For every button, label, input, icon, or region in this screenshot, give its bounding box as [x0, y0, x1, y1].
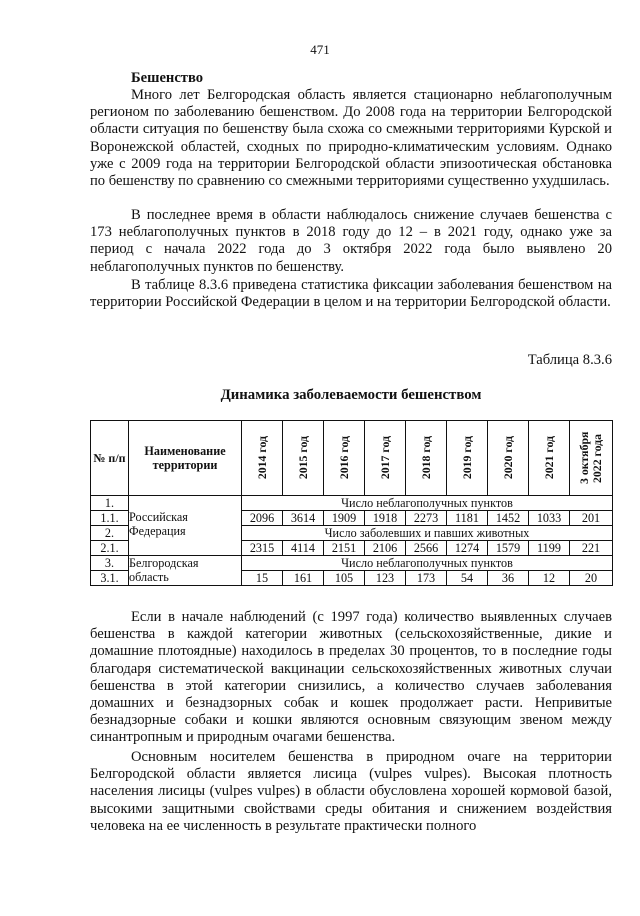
- cell-value: 1199: [529, 541, 570, 556]
- cell-value: 1274: [447, 541, 488, 556]
- cell-value: 2315: [242, 541, 283, 556]
- cell-value: 1918: [365, 511, 406, 526]
- intro-paragraph-3: В таблице 8.3.6 приведена статистика фиксации заболевания бешенством на территории Российской Федерации в целом и на территории Белгородской области.: [90, 277, 612, 311]
- header-year-2014: 2014 год: [242, 421, 283, 496]
- header-num: № п/п: [91, 421, 129, 496]
- table-row: [91, 556, 613, 571]
- header-year-2016: 2016 год: [324, 421, 365, 496]
- header-year-2015: 2015 год: [283, 421, 324, 496]
- cell-value: 161: [283, 571, 324, 586]
- cell-value: 2106: [365, 541, 406, 556]
- cell-value: 2566: [406, 541, 447, 556]
- intro-paragraph-2: В последнее время в области наблюдалось снижение случаев бешенства с 173 неблагополучных пунктов в 2018 году до 12 – в 2021 году, однако уже за период с начала 2022 года до 3 октября 2022 года было выявлено 20 неблагополучных пунктов по бешенству.: [90, 207, 612, 275]
- cell-value: 1033: [529, 511, 570, 526]
- row-num: 1.1.: [91, 511, 129, 526]
- header-year-2018: 2018 год: [406, 421, 447, 496]
- cell-value: 1909: [324, 511, 365, 526]
- cell-value: 105: [324, 571, 365, 586]
- cell-value: 123: [365, 571, 406, 586]
- rabies-statistics-table: [90, 420, 613, 586]
- cell-value: 15: [242, 571, 283, 586]
- territory-belgorod: Белгородская область: [129, 556, 242, 586]
- row-num: 1.: [91, 496, 129, 511]
- header-year-2017: 2017 год: [365, 421, 406, 496]
- header-year-2020: 2020 год: [488, 421, 529, 496]
- table-title: Динамика заболеваемости бешенством: [220, 387, 482, 403]
- section-title: Бешенство: [131, 70, 204, 86]
- cell-value: 2096: [242, 511, 283, 526]
- cell-value: 2273: [406, 511, 447, 526]
- header-year-2021: 2021 год: [529, 421, 570, 496]
- table-caption: Таблица 8.3.6: [527, 352, 612, 368]
- outro-paragraph-2: Основным носителем бешенства в природном очаге на территории Белгородской области является лисица (vulpes vulpes). Высокая плотность населения лисицы (vulpes vulpes) в области обусловлена хорошей кормовой базой, высокими защитными свойствами среды обитания и снижением воздействия человека на ее численность в результате практически полного: [90, 749, 612, 834]
- cell-value: 221: [570, 541, 613, 556]
- cell-value: 36: [488, 571, 529, 586]
- row-group-label: Число заболевших и павших животных: [242, 526, 613, 541]
- row-group-label: Число неблагополучных пунктов: [242, 556, 613, 571]
- intro-paragraph-1: Много лет Белгородская область является стационарно неблагополучным регионом по заболеванию бешенством. До 2008 года на территории Белгородской области ситуация по бешенству была схожа со смежными территориями Курской и Воронежской областей, сходных по природно-климатическим условиям. Однако уже с 2009 года на территории Белгородской области эпизоотическая обстановка по бешенству по сравнению со смежными территориями существенно ухудшилась.: [90, 87, 612, 190]
- header-year-2022-oct: 3 октября 2022 года: [570, 421, 613, 496]
- territory-rf: Российская Федерация: [129, 496, 242, 556]
- cell-value: 4114: [283, 541, 324, 556]
- row-num: 2.: [91, 526, 129, 541]
- row-num: 2.1.: [91, 541, 129, 556]
- cell-value: 3614: [283, 511, 324, 526]
- cell-value: 12: [529, 571, 570, 586]
- cell-value: 54: [447, 571, 488, 586]
- cell-value: 1181: [447, 511, 488, 526]
- cell-value: 2151: [324, 541, 365, 556]
- row-num: 3.1.: [91, 571, 129, 586]
- row-num: 3.: [91, 556, 129, 571]
- cell-value: 173: [406, 571, 447, 586]
- cell-value: 1579: [488, 541, 529, 556]
- row-group-label: Число неблагополучных пунктов: [242, 496, 613, 511]
- header-year-2019: 2019 год: [447, 421, 488, 496]
- outro-paragraph-1: Если в начале наблюдений (с 1997 года) количество выявленных случаев бешенства в каждой категории животных (сельскохозяйственные, дикие и домашние плотоядные) находилось в пределах 30 процентов, то в последние годы благодаря систематической вакцинации сельскохозяйственных животных случаи бешенства в этой категории снизились, а количество случаев заболевания домашних и безнадзорных собак и кошек продолжает расти. Непривитые безнадзорные собаки и кошки являются основным связующим звеном между синантропным и природным очагами бешенства.: [90, 609, 612, 746]
- cell-value: 201: [570, 511, 613, 526]
- table-row: [91, 496, 613, 511]
- cell-value: 1452: [488, 511, 529, 526]
- table-header-row: [91, 421, 613, 496]
- page-number: 471: [310, 42, 330, 57]
- cell-value: 20: [570, 571, 613, 586]
- header-territory: Наименование территории: [129, 421, 242, 496]
